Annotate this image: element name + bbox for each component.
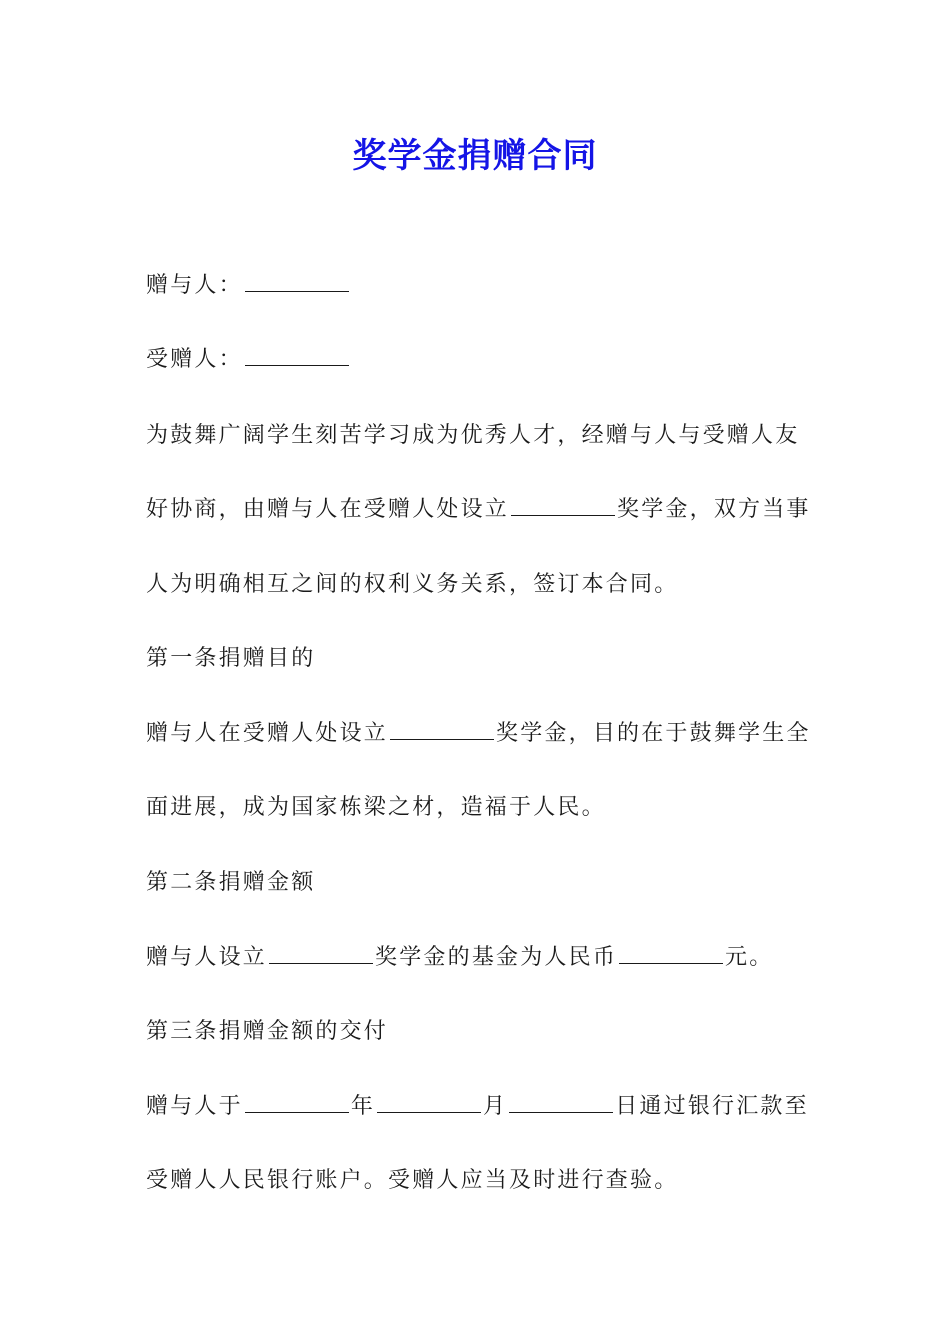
donor-label: 赠与人： — [146, 273, 243, 298]
intro-line-1: 为鼓舞广阔学生刻苦学习成为优秀人才，经赠与人与受赠人友 — [146, 423, 800, 448]
article-3-year-blank[interactable] — [245, 1111, 349, 1113]
article-1-text-a: 赠与人在受赠人处设立 — [146, 721, 389, 746]
article-2-text-b: 奖学金的基金为人民币 — [375, 945, 618, 970]
donee-line — [146, 344, 816, 376]
article-3-month-blank[interactable] — [377, 1111, 481, 1113]
intro-text-b: 奖学金，双方当事 — [617, 497, 811, 522]
article-2-scholarship-blank[interactable] — [269, 962, 373, 964]
article-1-line-1 — [146, 718, 816, 750]
article-3-text-a: 赠与人于 — [146, 1094, 243, 1119]
donor-line — [146, 270, 816, 302]
article-3-text-b: 年 — [350, 1094, 376, 1119]
document-title: 奖学金捐赠合同 — [352, 136, 598, 176]
donor-blank[interactable] — [245, 290, 349, 292]
article-3-line-2: 受赠人人民银行账户。受赠人应当及时进行查验。 — [146, 1168, 679, 1193]
article-1-text-b: 奖学金，目的在于鼓舞学生全 — [496, 721, 811, 746]
article-3-text-c: 月 — [483, 1094, 508, 1119]
article-2-text-a: 赠与人设立 — [146, 945, 268, 970]
article-1-heading: 第一条捐赠目的 — [146, 646, 316, 671]
intro-text-a: 好协商，由赠与人在受赠人处设立 — [146, 497, 510, 522]
article-3-day-blank[interactable] — [509, 1111, 613, 1113]
donee-label: 受赠人： — [146, 347, 243, 372]
intro-line-2 — [146, 494, 816, 526]
scholarship-name-blank[interactable] — [511, 514, 615, 516]
intro-line-3: 人为明确相互之间的权利义务关系，签订本合同。 — [146, 572, 679, 597]
article-2-line-1 — [146, 942, 816, 974]
donee-blank[interactable] — [245, 364, 349, 366]
article-1-line-2: 面进展，成为国家栋梁之材，造福于人民。 — [146, 795, 606, 820]
article-2-text-c: 元。 — [725, 945, 774, 970]
article-3-heading: 第三条捐赠金额的交付 — [146, 1019, 389, 1044]
article-3-text-d: 日通过银行汇款至 — [615, 1094, 809, 1119]
article-2-amount-blank[interactable] — [619, 962, 723, 964]
article-1-scholarship-blank[interactable] — [390, 738, 494, 740]
article-2-heading: 第二条捐赠金额 — [146, 870, 316, 895]
article-3-line-1 — [146, 1091, 816, 1123]
